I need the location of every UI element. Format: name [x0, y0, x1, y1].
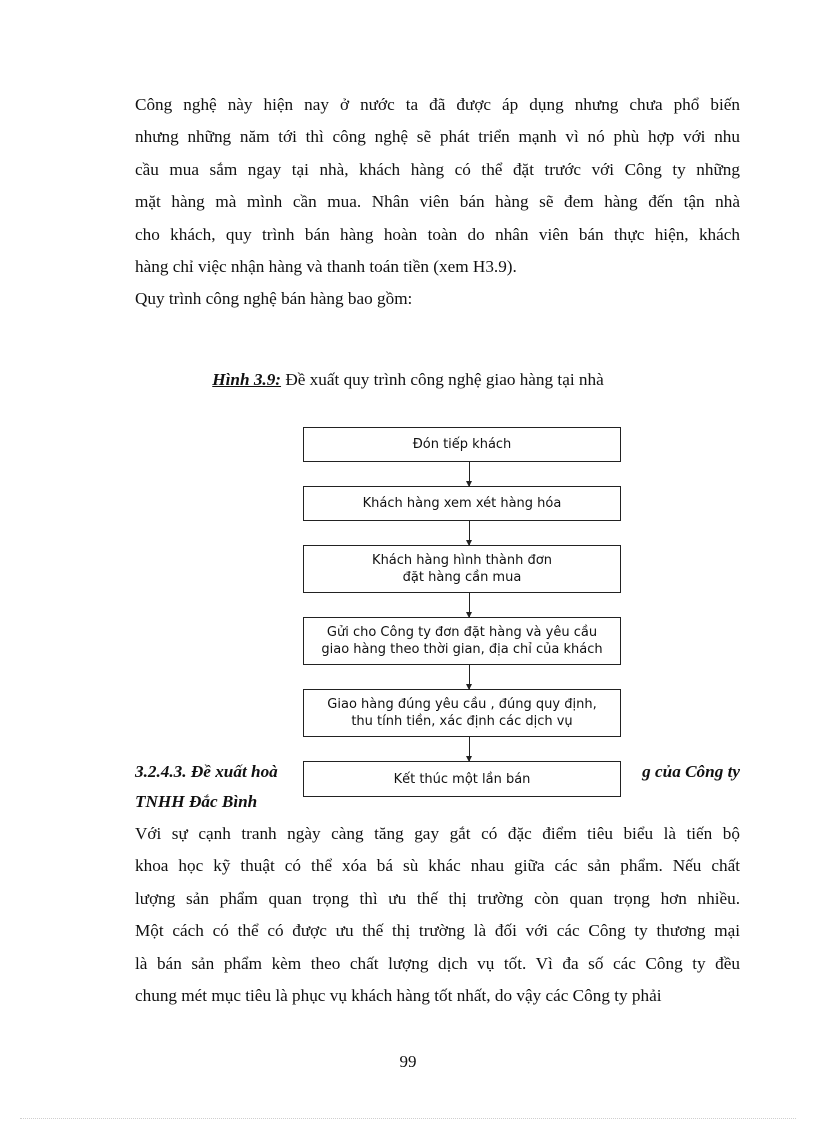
text-line: lượng sản phẩm quan trọng thì ưu thế thị trường còn quan trọng hơn nhiều.: [135, 888, 740, 908]
flow-step-label: Đón tiếp khách: [412, 437, 512, 452]
text-line: nhưng những năm tới thì công nghệ sẽ phát triển mạnh vì nó phù hợp với nhu: [135, 127, 740, 147]
text-line: Một cách có thể có được ưu thế thị trường là đối với các Công ty thương mại: [135, 921, 740, 941]
flow-step-6: [303, 761, 621, 797]
footer-divider: [20, 1118, 796, 1119]
flow-step-4: [303, 617, 621, 665]
flow-arrow: [469, 521, 470, 545]
section-heading-left: 3.2.4.3. Đề xuất hoà: [135, 762, 278, 781]
text-line: Quy trình công nghệ bán hàng bao gồm:: [135, 289, 413, 308]
flow-step-2: [303, 486, 621, 521]
page-number: 99: [399, 1052, 417, 1071]
figure-title: Đề xuất quy trình công nghệ giao hàng tại nhà: [285, 370, 604, 389]
text-line: hàng chỉ việc nhận hàng và thanh toán tiền (xem H3.9).: [135, 256, 517, 276]
flow-step-1: [303, 427, 621, 462]
section-heading-right: g của Công ty: [642, 762, 740, 781]
text-line: khoa học kỹ thuật có thể xóa bá sù khác nhau giữa các sản phẩm. Nếu chất: [135, 856, 740, 876]
figure-label: Hình 3.9:: [212, 370, 282, 389]
figure-caption: [0, 366, 816, 394]
text-line: Với sự cạnh tranh ngày càng tăng gay gắt có đặc điểm tiêu biểu là tiến bộ: [135, 824, 740, 843]
intro-tail: [135, 283, 740, 315]
flow-arrow: [469, 737, 470, 761]
text-line: mặt hàng mà mình cần mua. Nhân viên bán hàng sẽ đem hàng đến tận nhà: [135, 192, 740, 212]
text-line: cầu mua sắm ngay tại nhà, khách hàng có thể đặt trước với Công ty những: [135, 159, 740, 179]
intro-paragraph: [135, 89, 740, 283]
flow-arrow: [469, 462, 470, 486]
flow-step-5: [303, 689, 621, 737]
flow-arrow: [469, 593, 470, 617]
body-paragraph: [135, 818, 740, 1012]
text-line: là bán sản phẩm kèm theo chất lượng dịch vụ tốt. Vì đa số các Công ty đều: [135, 953, 740, 973]
text-line: chung mét mục tiêu là phục vụ khách hàng tốt nhất, do vậy các Công ty phải: [135, 985, 662, 1005]
flow-step-label: Giao hàng đúng yêu cầu , đúng quy định, thu tính tiền, xác định các dịch vụ: [327, 697, 597, 729]
flow-step-label: Khách hàng xem xét hàng hóa: [362, 496, 562, 511]
flow-arrow: [469, 665, 470, 689]
flow-step-label: Kết thúc một lần bán: [393, 771, 531, 787]
flow-step-label: Khách hàng hình thành đơn đặt hàng cần mua: [372, 553, 552, 585]
flow-step-label: Gửi cho Công ty đơn đặt hàng và yêu cầu giao hàng theo thời gian, địa chỉ của khách: [321, 625, 603, 657]
flow-step-3: [303, 545, 621, 593]
text-line: Công nghệ này hiện nay ở nước ta đã được áp dụng nhưng chưa phổ biến: [135, 95, 740, 114]
text-line: cho khách, quy trình bán hàng hoàn toàn do nhân viên bán thực hiện, khách: [135, 224, 740, 244]
section-heading-line2: TNHH Đắc Bình: [135, 792, 258, 811]
